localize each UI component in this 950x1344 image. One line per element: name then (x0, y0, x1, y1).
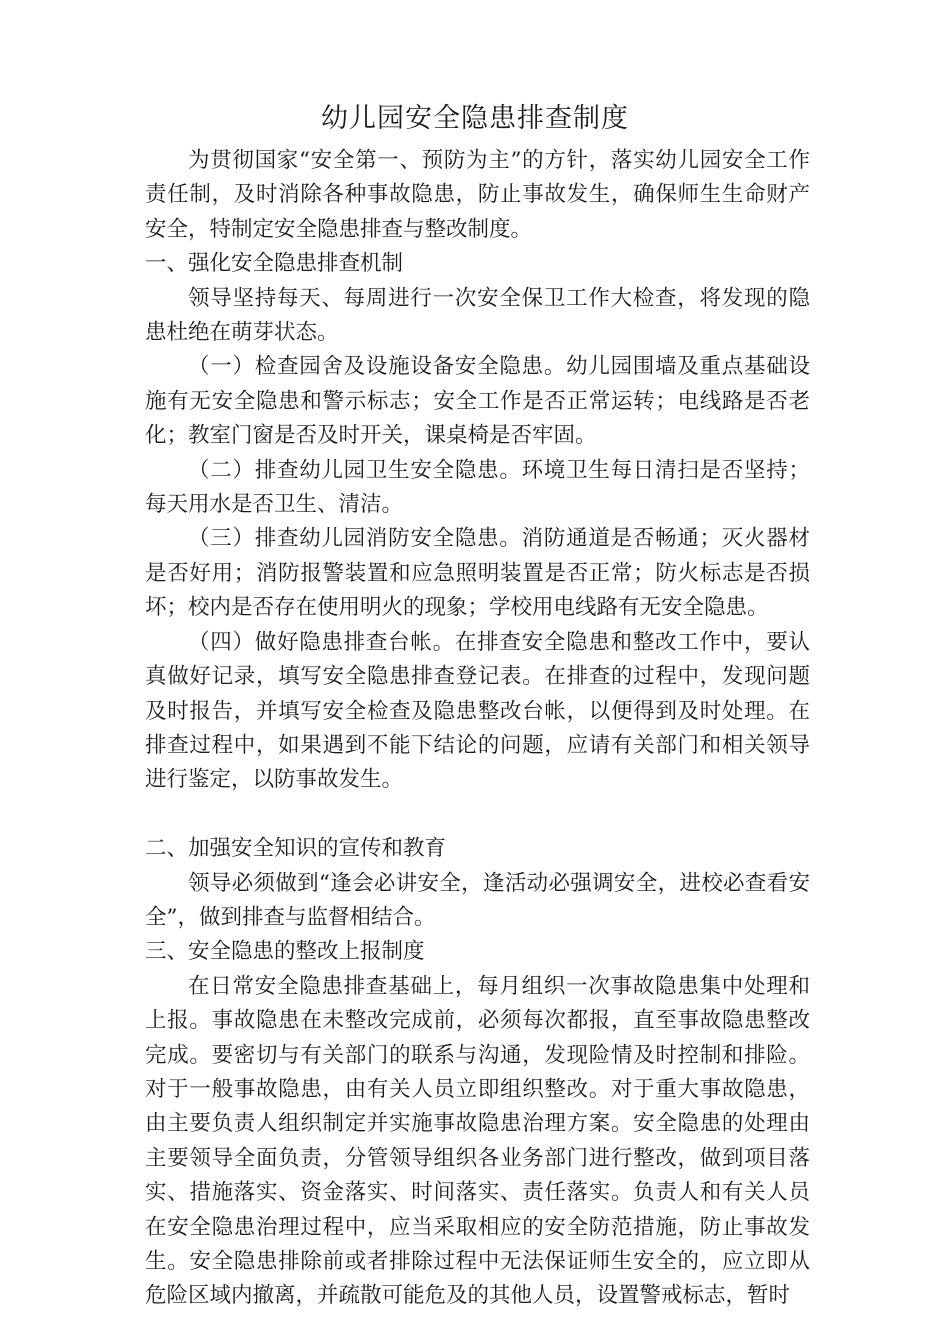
section-3-heading: 三、安全隐患的整改上报制度 (145, 939, 425, 965)
section-1-heading: 一、强化安全隐患排查机制 (145, 251, 404, 277)
document-body (145, 144, 810, 1314)
intro-paragraph: 为贯彻国家“安全第一、预防为主”的方针，落实幼儿园安全工作责任制，及时消除各种事故隐患，防止事故发生，确保师生生命财产安全，特制定安全隐患排查与整改制度。 (145, 148, 810, 242)
section-1-item: （三）排查幼儿园消防安全隐患。消防通道是否畅通；灭火器材是否好用；消防报警装置和应急照明装置是否正常；防火标志是否损坏；校内是否存在使用明火的现象；学校用电线路有无安全隐患。 (145, 526, 810, 621)
section-1-item: （四）做好隐患排查台帐。在排查安全隐患和整改工作中，要认真做好记录，填写安全隐患排查登记表。在排查的过程中，发现问题及时报告，并填写安全检查及隐患整改台帐，以便得到及时处理。在排查过程中，如果遇到不能下结论的问题，应请有关部门和相关领导进行鉴定，以防事故发生。 (145, 629, 810, 793)
section-1-item: （一）检查园舍及设施设备安全隐患。幼儿园围墙及重点基础设施有无安全隐患和警示标志；安全工作是否正常运转；电线路是否老化；教室门窗是否及时开关，课桌椅是否牢固。 (145, 354, 810, 449)
page-title: 幼儿园安全隐患排查制度 (321, 103, 629, 134)
blank-line (145, 798, 810, 832)
section-1-lead: 领导坚持每天、每周进行一次安全保卫工作大检查，将发现的隐患杜绝在萌芽状态。 (145, 285, 810, 346)
section-3-paragraph: 在日常安全隐患排查基础上，每月组织一次事故隐患集中处理和上报。事故隐患在未整改完成前，必须每次都报，直至事故隐患整改完成。要密切与有关部门的联系与沟通，发现险情及时控制和排险。对于一般事故隐患，由有关人员立即组织整改。对于重大事故隐患，由主要负责人组织制定并实施事故隐患治理方案。安全隐患的处理由主要领导全面负责，分管领导组织各业务部门进行整改，做到项目落实、措施落实、资金落实、时间落实、责任落实。负责人和有关人员在安全隐患治理过程中，应当采取相应的安全防范措施，防止事故发生。安全隐患排除前或者排除过程中无法保证师生安全的，应立即从危险区域内撤离，并疏散可能危及的其他人员，设置警戒标志，暂时 (145, 973, 810, 1309)
section-2-heading: 二、加强安全知识的宣传和教育 (145, 836, 447, 862)
section-1-item: （二）排查幼儿园卫生安全隐患。环境卫生每日清扫是否坚持；每天用水是否卫生、清洁。 (145, 457, 810, 518)
section-2-paragraph: 领导必须做到“逢会必讲安全，逢活动必强调安全，进校必查看安全”，做到排查与监督相结合。 (145, 870, 810, 930)
